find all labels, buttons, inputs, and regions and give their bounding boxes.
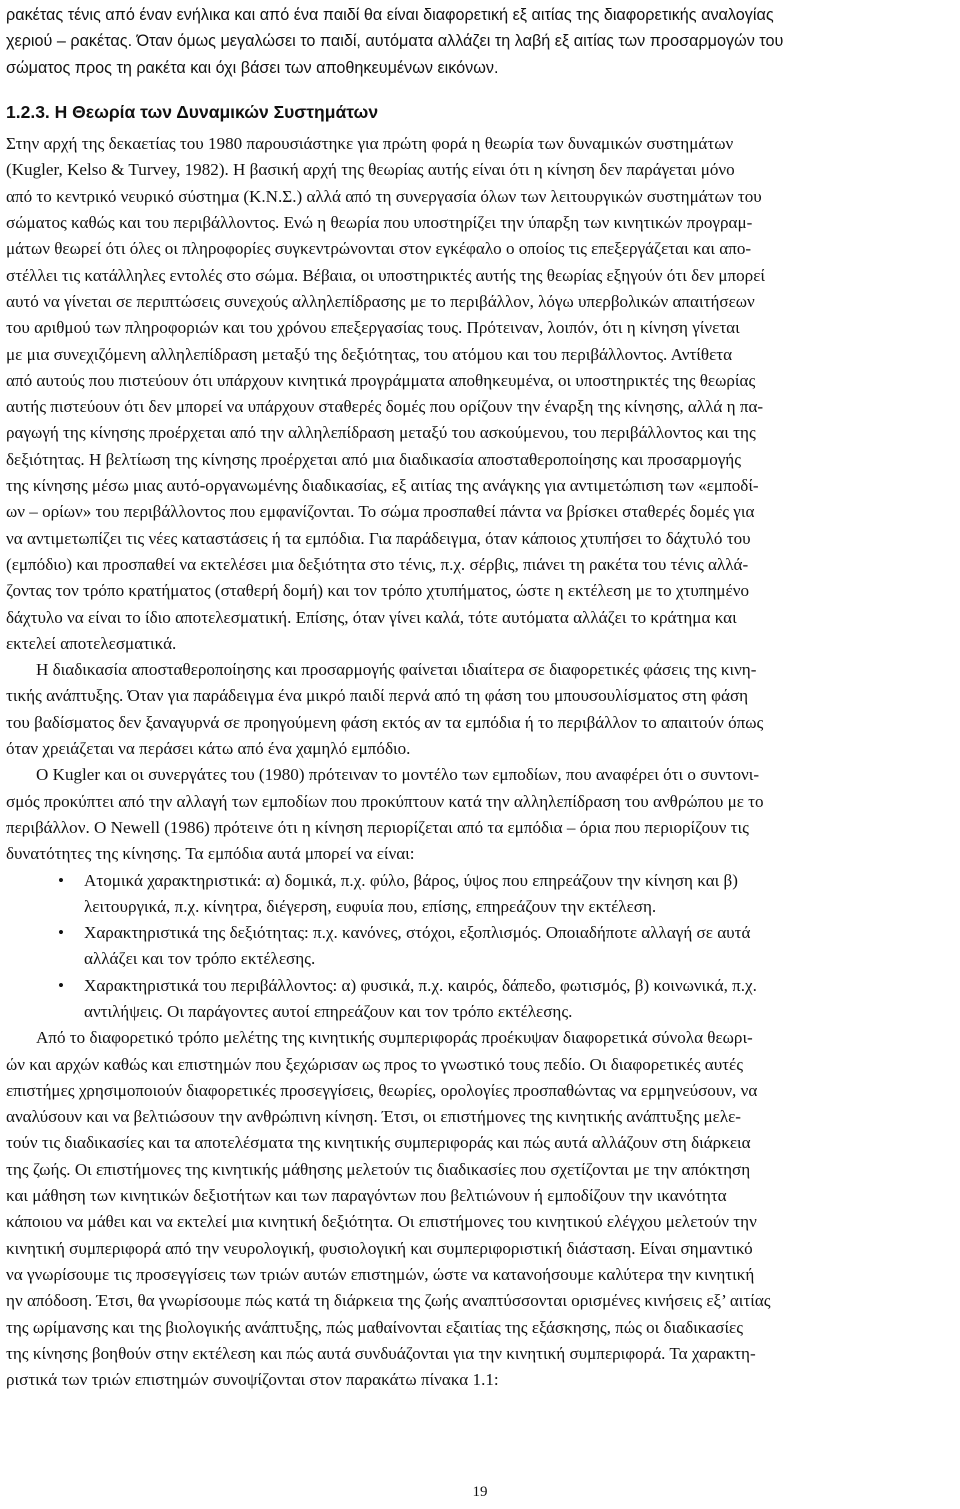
text-line: ριστικά των τριών επιστημών συνοψίζονται στον παρακάτω πίνακα 1.1:: [6, 1370, 499, 1390]
text-line: περιβάλλον. Ο Newell (1986) πρότεινε ότι η κίνηση περιορίζεται από τα εμπόδια – όρια που περιορίζουν τις: [6, 817, 749, 837]
list-item: [6, 868, 954, 921]
list-item: [6, 973, 954, 1026]
text-line: από αυτούς που πιστεύουν ότι υπάρχουν κινητικά προγράμματα αποθηκευμένα, οι υποστηρικτές της θεωρίας: [6, 370, 756, 390]
text-line: και μάθηση των κινητικών δεξιοτήτων και των παραγόντων που βελτιώνουν ή εμποδίζουν την ικανότητα: [6, 1186, 727, 1206]
text-line: σώματος προς τη ρακέτα και όχι βάσει των αποθηκευμένων εικόνων.: [6, 58, 499, 77]
text-line: τούν τις διαδικασίες και τα αποτελέσματα της κινητικής συμπεριφοράς και πώς αυτά αλλάζουν στη διάρκεια: [6, 1133, 751, 1153]
text-line: δεξιότητας. Η βελτίωση της κίνησης προέρχεται από μια διαδικασία αποσταθεροποίησης και προσαρμογής: [6, 449, 742, 469]
text-line: της κίνησης μέσω μιας αυτό-οργανωμένης διαδικασίας, εξ αιτίας της ανάγκης για αντιμετώπιση των «εμποδί-: [6, 476, 759, 496]
text-line: Στην αρχή της δεκαετίας του 1980 παρουσιάστηκε για πρώτη φορά η θεωρία των δυναμικών συστημάτων: [6, 134, 734, 154]
bullet-text: Ατομικά χαρακτηριστικά: α) δομικά, π.χ. φύλο, βάρος, ύψος που επηρεάζουν την κίνηση και β): [84, 870, 738, 890]
text-line: από το κεντρικό νευρικό σύστημα (Κ.Ν.Σ.) αλλά από τη συνεργασία όλων των λειτουργικών συστημάτων του: [6, 186, 762, 206]
text-line: αντιλήψεις. Οι παράγοντες αυτοί επηρεάζουν και τον τρόπο εκτέλεσης.: [84, 1001, 573, 1021]
text-line: ων – ορίων» του περιβάλλοντος που εμφανίζονται. Το σώμα προσπαθεί πάντα να βρίσκει σταθερές δομές για: [6, 502, 755, 522]
text-line: λειτουργικά, π.χ. κίνητρα, διέγερση, ευφυία που, επίσης, επηρεάζουν την εκτέλεση.: [84, 896, 657, 916]
text-line: χεριού – ρακέτας. Όταν όμως μεγαλώσει το παιδί, αυτόματα αλλάζει τη λαβή εξ αιτίας των προσαρμογών του: [6, 32, 784, 51]
text-line: Η διαδικασία αποσταθεροποίησης και προσαρμογής φαίνεται ιδιαίτερα σε διαφορετικές φάσεις της κινη-: [36, 660, 757, 680]
page-number: 19: [472, 1484, 488, 1500]
bullet-marker: •: [58, 923, 64, 943]
text-line: αυτό να γίνεται σε περιπτώσεις συνεχούς αλληλεπίδρασης με το περιβάλλον, λόγω υπερβολικών απαιτήσεων: [6, 291, 755, 311]
text-line: εκτελεί αποτελεσματικά.: [6, 633, 177, 653]
text-line: αναλύσουν και να βελτιώσουν την ανθρώπινη κίνηση. Έτσι, οι επιστήμονες της κινητικής ανάπτυξης μελε-: [6, 1107, 741, 1127]
body-paragraph-3: [6, 762, 954, 867]
text-line: στέλλει τις κατάλληλες εντολές στο σώμα. Βέβαια, οι υποστηρικτές αυτής της θεωρίας εξηγούν ότι δεν μπορεί: [6, 265, 765, 285]
text-line: κινητική συμπεριφορά από την νευρολογική, φυσιολογική και συμπεριφοριστική διάσταση. Είναι σημαντικό: [6, 1238, 753, 1258]
bullet-marker: •: [58, 975, 64, 995]
text-line: με μια συνεχιζόμενη αλληλεπίδραση μεταξύ της δεξιότητας, του ατόμου και του περιβάλλοντος. Αντίθετα: [6, 344, 733, 364]
intro-paragraph: [6, 2, 954, 81]
text-line: (Kugler, Kelso & Turvey, 1982). Η βασική αρχή της θεωρίας αυτής είναι ότι η κίνηση δεν παράγεται μόνο: [6, 160, 735, 180]
text-line: να αντιμετωπίζει τις νέες καταστάσεις ή τα εμπόδια. Για παράδειγμα, όταν κάποιος χτυπήσει το δάχτυλό του: [6, 528, 751, 548]
text-line: αυτής πιστεύουν ότι δεν μπορεί να υπάρχουν σταθερές δομές που ορίζουν την έναρξη της κίνησης, αλλά η πα-: [6, 397, 764, 417]
text-line: της κίνησης βοηθούν στην εκτέλεση και πώς αυτά συνδυάζονται για την κινητική συμπεριφορά. Τα χαρακτη-: [6, 1343, 756, 1363]
text-line: σμός προκύπτει από την αλλαγή των εμποδίων που προκύπτουν κατά την αλληλεπίδραση του ανθρώπου με το: [6, 791, 764, 811]
text-line: ην απόδοση. Έτσι, θα γνωρίσουμε πώς κατά τη διάρκεια της ζωής αναπτύσσονται ορισμένες κινήσεις εξ’ αιτίας: [6, 1291, 771, 1311]
bullet-marker: •: [58, 870, 64, 890]
text-line: Από το διαφορετικό τρόπο μελέτης της κινητικής συμπεριφοράς προέκυψαν διαφορετικά σύνολα θεωρι-: [36, 1028, 753, 1048]
text-line: της ωρίμανσης και της βιολογικής ανάπτυξης, πώς μαθαίνονται εξαιτίας της εξάσκησης, πώς οι διαδικασίες: [6, 1317, 743, 1337]
bullet-text: Χαρακτηριστικά της δεξιότητας: π.χ. κανόνες, στόχοι, εξοπλισμός. Οποιαδήποτε αλλαγή σε αυτά: [84, 923, 751, 943]
text-line: μάτων θεωρεί ότι όλες οι πληροφορίες συγκεντρώνονται στον εγκέφαλο ο οποίος τις επεξεργάζεται και απο-: [6, 239, 752, 259]
text-line: επιστήμες χρησιμοποιούν διαφορετικές προσεγγίσεις, θεωρίες, ορολογίες προσπαθώντας να ερμηνεύσουν, να: [6, 1080, 758, 1100]
text-line: δυνατότητες της κίνησης. Τα εμπόδια αυτά μπορεί να είναι:: [6, 844, 415, 864]
text-line: τικής ανάπτυξης. Όταν για παράδειγμα ένα μικρό παιδί περνά από τη φάση του μπουσουλίσματος στη φάση: [6, 686, 749, 706]
text-line: σώματος καθώς και του περιβάλλοντος. Ενώ η θεωρία που υποστηρίζει την ύπαρξη των κινητικών προγραμ-: [6, 213, 753, 233]
body-paragraph-2: [6, 657, 954, 762]
text-line: [6, 868, 954, 894]
body-paragraph-1: [6, 131, 954, 657]
text-line: ζοντας τον τρόπο κρατήματος (σταθερή δομή) και τον τρόπο χτυπήματος, ώστε η εκτέλεση με το χτυπημένο: [6, 581, 749, 601]
bullet-text: Χαρακτηριστικά του περιβάλλοντος: α) φυσικά, π.χ. καιρός, δάπεδο, φωτισμός, β) κοινωνικά, π.χ.: [84, 975, 757, 995]
text-line: ρακέτας τένις από έναν ενήλικα και από ένα παιδί θα είναι διαφορετική εξ αιτίας της διαφορετικής αναλογίας: [6, 6, 774, 24]
text-line: ραγωγή της κίνησης προέρχεται από την αλληλεπίδραση μεταξύ του ασκούμενου, του περιβάλλοντος και της: [6, 423, 756, 443]
text-line: όταν χρειάζεται να περάσει κάτω από ένα χαμηλό εμπόδιο.: [6, 739, 411, 759]
list-item: [6, 920, 954, 973]
text-line: αλλάζει και τον τρόπο εκτέλεσης.: [84, 949, 316, 969]
text-line: δάχτυλο να είναι το ίδιο αποτελεσματική. Επίσης, όταν γίνει καλά, τότε αυτόματα αλλάζει το κράτημα και: [6, 607, 737, 627]
text-line: κάποιου να μάθει και να εκτελεί μια κινητική δεξιότητα. Οι επιστήμονες του κινητικού ελέγχου μελετούν την: [6, 1212, 757, 1232]
bullet-list: [6, 868, 954, 1026]
text-line: ών και αρχών καθώς και επιστημών που ξεχώρισαν ως προς το γνωστικό τους πεδίο. Οι διαφορετικές αυτές: [6, 1054, 743, 1074]
text-line: του αριθμού των πληροφοριών και του χρόνου επεξεργασίας τους. Πρότειναν, λοιπόν, ότι η κίνηση γίνεται: [6, 318, 740, 338]
text-line: του βαδίσματος δεν ξαναγυρνά σε προηγούμενη φάση εκτός αν τα εμπόδια ή το περιβάλλον το απαιτούν όπως: [6, 712, 764, 732]
text-line: (εμπόδιο) και προσπαθεί να εκτελέσει μια δεξιότητα στο τένις, π.χ. σέρβις, πιάνει τη ρακέτα του τένις αλλά-: [6, 554, 749, 574]
body-paragraph-4: [6, 1025, 954, 1393]
text-line: Ο Kugler και οι συνεργάτες του (1980) πρότειναν το μοντέλο των εμποδίων, που αναφέρει ότι ο συντονι-: [36, 765, 760, 785]
section-heading: 1.2.3. Η Θεωρία των Δυναμικών Συστημάτων: [6, 101, 379, 122]
text-line: να γνωρίσουμε τις προσεγγίσεις των τριών αυτών επιστημών, ώστε να κατανοήσουμε καλύτερα την κινητική: [6, 1264, 755, 1284]
text-line: [6, 973, 954, 999]
text-line: της ζωής. Οι επιστήμονες της κινητικής μάθησης μελετούν τις διαδικασίες που σχετίζονται με την απόκτηση: [6, 1159, 751, 1179]
text-line: [6, 920, 954, 946]
